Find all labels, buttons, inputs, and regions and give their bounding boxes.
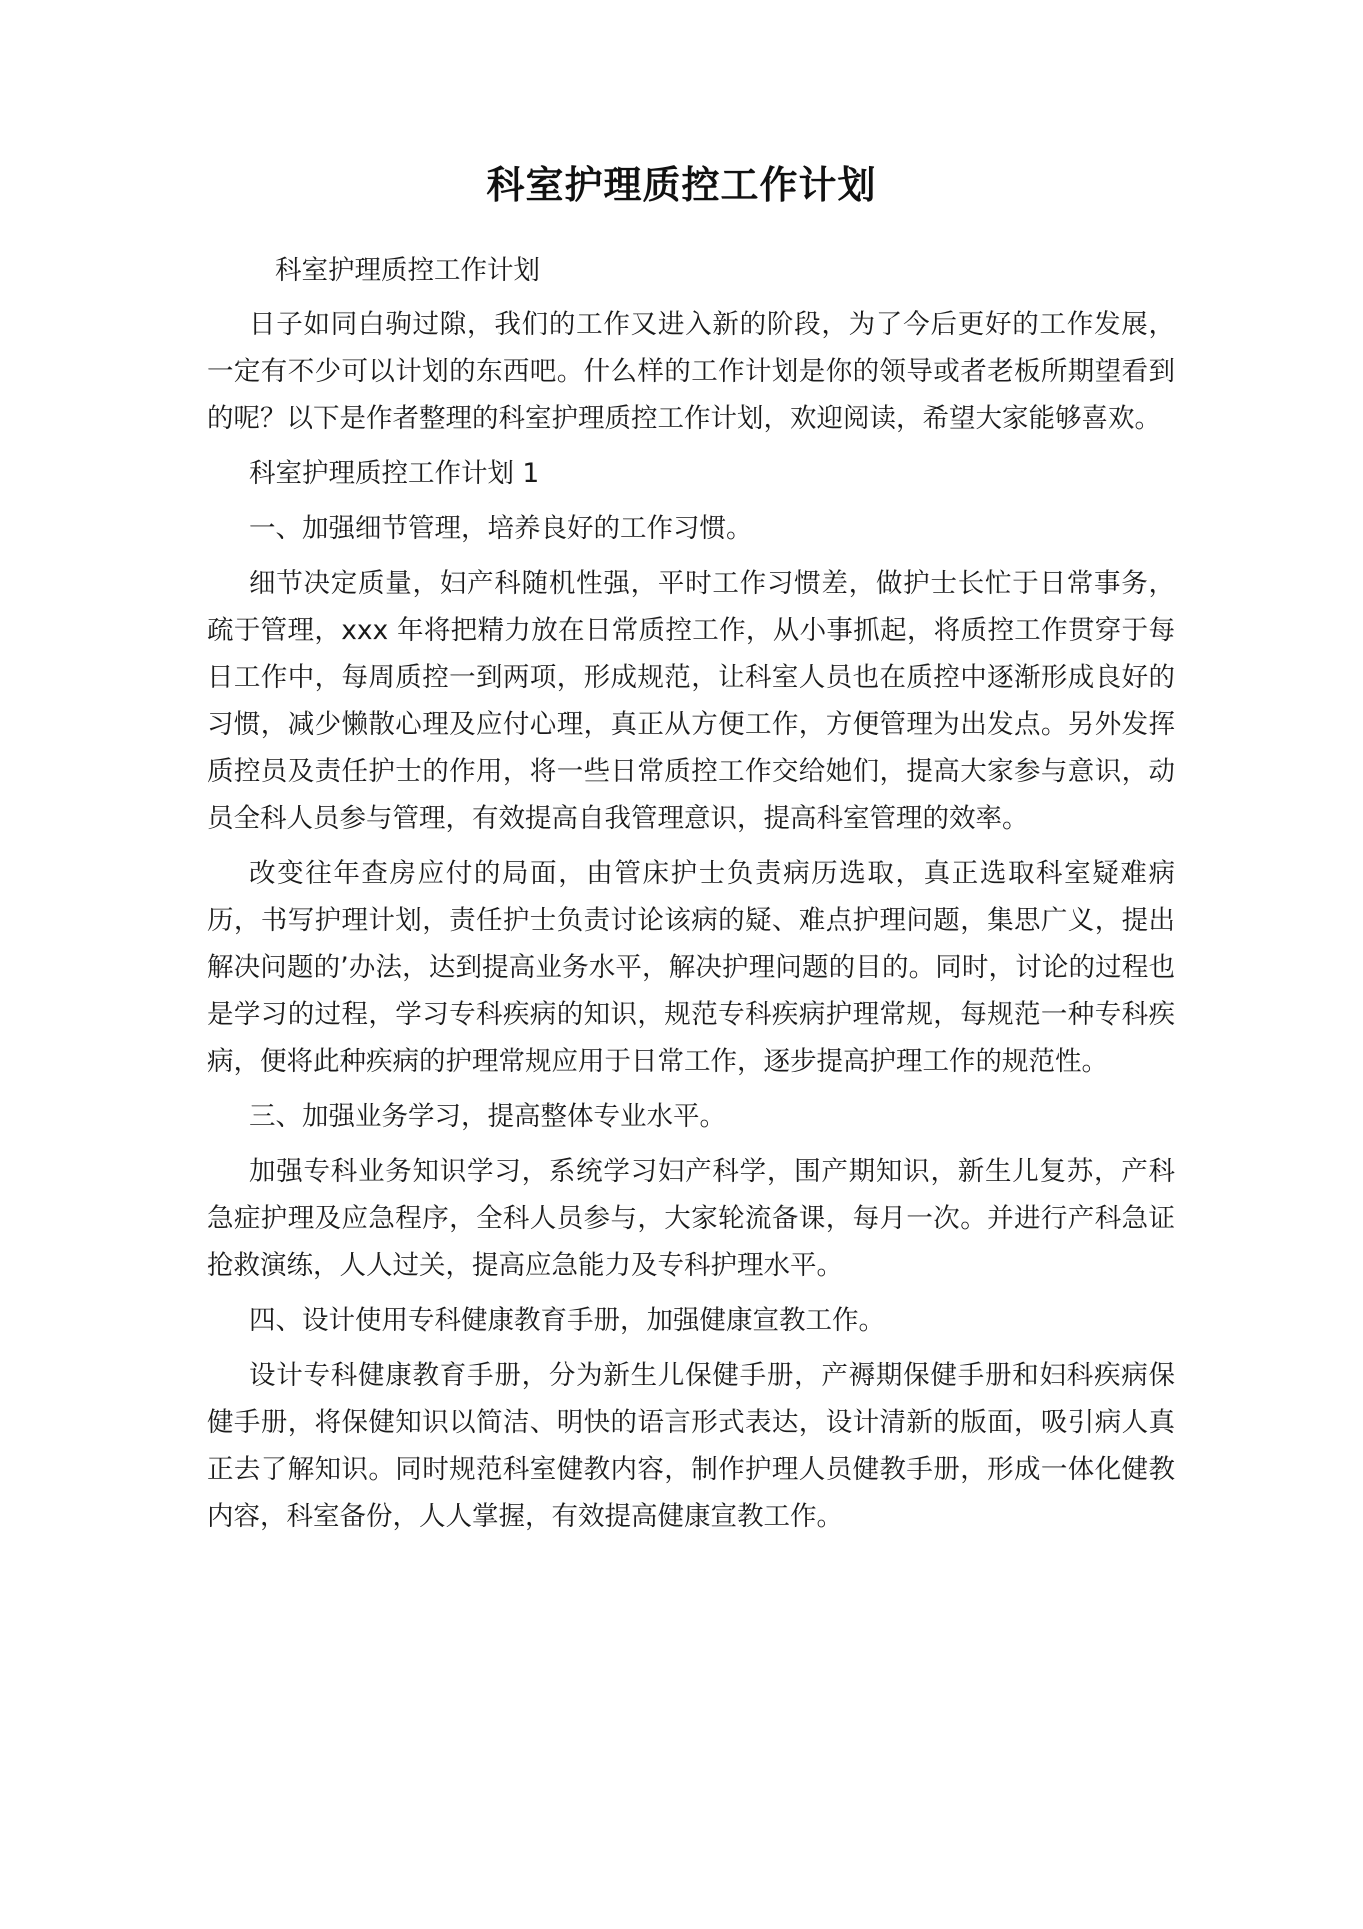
paragraph-intro: 日子如同白驹过隙，我们的工作又进入新的阶段，为了今后更好的工作发展，一定有不少可以计划的东西吧。什么样的工作计划是你的领导或者老板所期望看到的呢？以下是作者整理的科室护理质控工作计划，欢迎阅读，希望大家能够喜欢。 bbox=[207, 309, 1175, 434]
paragraph-ward-rounds: 改变往年查房应付的局面，由管床护士负责病历选取，真正选取科室疑难病历，书写护理计划，责任护士负责讨论该病的疑、难点护理问题，集思广义，提出解决问题的’办法，达到提高业务水平，解决护理问题的目的。同时，讨论的过程也是学习的过程，学习专科疾病的知识，规范专科疾病护理常规，每规范一种专科疾病，便将此种疾病的护理常规应用于日常工作，逐步提高护理工作的规范性。 bbox=[207, 858, 1175, 1077]
document-title: 科室护理质控工作计划 bbox=[486, 162, 877, 207]
section-heading-3: 三、加强业务学习，提高整体专业水平。 bbox=[249, 1101, 726, 1132]
document-body bbox=[207, 247, 1175, 1548]
section-heading-4: 四、设计使用专科健康教育手册，加强健康宣教工作。 bbox=[249, 1305, 885, 1336]
document-subtitle: 科室护理质控工作计划 bbox=[275, 255, 540, 286]
paragraph-professional-study: 加强专科业务知识学习，系统学习妇产科学，围产期知识，新生儿复苏，产科急症护理及应急程序，全科人员参与，大家轮流备课，每月一次。并进行产科急证抢救演练，人人过关，提高应急能力及专科护理水平。 bbox=[207, 1156, 1175, 1281]
section-heading-1: 一、加强细节管理，培养良好的工作习惯。 bbox=[249, 513, 753, 544]
paragraph-detail-management: 细节决定质量，妇产科随机性强，平时工作习惯差，做护士长忙于日常事务，疏于管理，xxx 年将把精力放在日常质控工作，从小事抓起，将质控工作贯穿于每日工作中，每周质控一到两项，形成规范，让科室人员也在质控中逐渐形成良好的习惯，减少懒散心理及应付心理，真正从方便工作，方便管理为出发点。另外发挥质控员及责任护士的作用，将一些日常质控工作交给她们，提高大家参与意识，动员全科人员参与管理，有效提高自我管理意识，提高科室管理的效率。 bbox=[207, 568, 1175, 834]
section-heading-plan-1: 科室护理质控工作计划 1 bbox=[249, 458, 540, 489]
paragraph-health-education: 设计专科健康教育手册，分为新生儿保健手册，产褥期保健手册和妇科疾病保健手册，将保健知识以简洁、明快的语言形式表达，设计清新的版面，吸引病人真正去了解知识。同时规范科室健教内容，制作护理人员健教手册，形成一体化健教内容，科室备份，人人掌握，有效提高健康宣教工作。 bbox=[207, 1360, 1175, 1532]
